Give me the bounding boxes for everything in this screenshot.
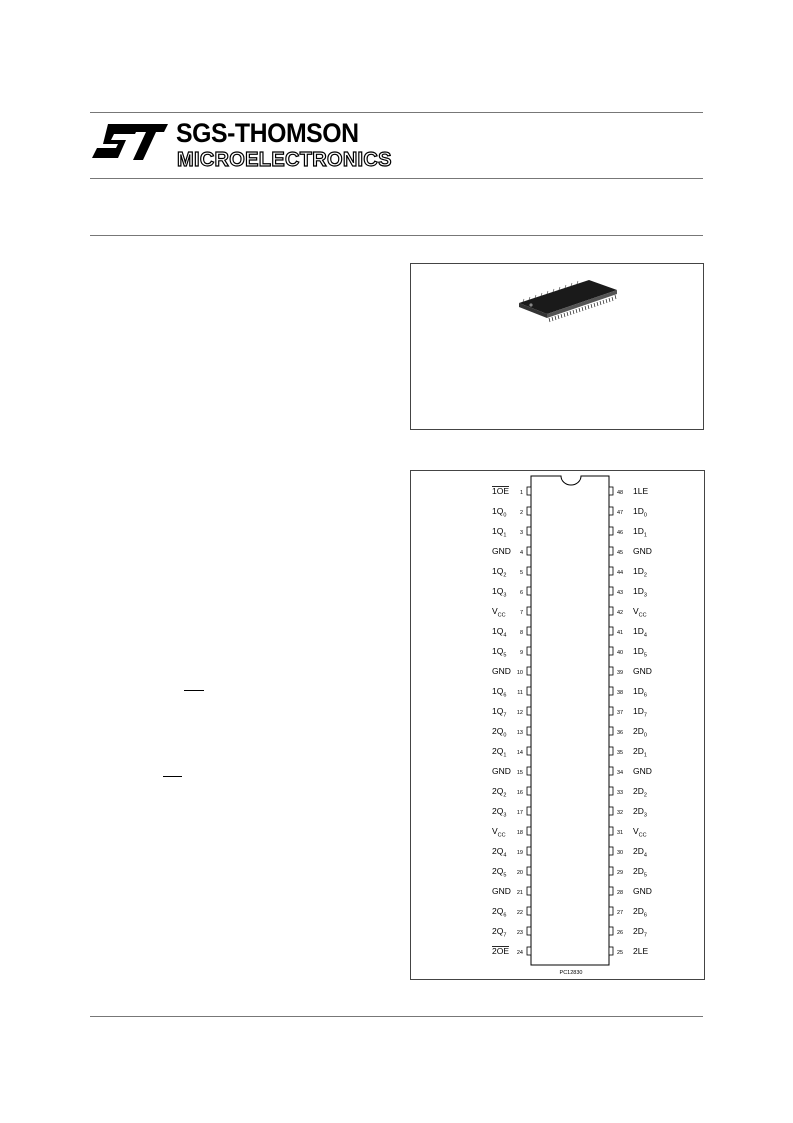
left-pin (492, 726, 531, 739)
left-pin (492, 786, 531, 799)
pin-stub (609, 507, 613, 515)
pin-label: $1D_6$ (633, 686, 647, 699)
pin-stub (527, 907, 531, 915)
pin-label: GND (633, 886, 652, 896)
header-bottom-rule (90, 178, 703, 179)
st-logo-mark (90, 122, 170, 166)
pin-label: GND (492, 766, 511, 776)
pin-label: $1D_2$ (633, 566, 647, 579)
pinout-diagram-box (410, 470, 705, 980)
left-pin (492, 866, 531, 879)
right-pin (609, 546, 652, 556)
pin-label: $1Q_0$ (492, 506, 507, 519)
left-pin (492, 706, 531, 719)
pin-stub (527, 507, 531, 515)
pin-stub (609, 887, 613, 895)
left-pin (492, 506, 531, 519)
pin-stub (527, 927, 531, 935)
pin-number: 24 (516, 950, 523, 956)
pin-number: 19 (516, 850, 523, 856)
pin-number: 5 (519, 570, 523, 576)
pin-stub (527, 607, 531, 615)
pin-label: GND (633, 666, 652, 676)
right-pin (609, 586, 647, 599)
pin-number: 39 (617, 670, 624, 676)
pin-stub (609, 587, 613, 595)
pin-label: $2D_1$ (633, 746, 647, 759)
left-pin (492, 826, 531, 839)
left-pin (492, 566, 531, 579)
pin-label: $V_{CC}$ (633, 606, 647, 619)
figure-code: PC12830 (559, 970, 583, 976)
pin-stub (609, 747, 613, 755)
pin-label: $V_{CC}$ (633, 826, 647, 839)
chip-body (531, 476, 609, 965)
pin-label: $2Q_1$ (492, 746, 507, 759)
right-pin (609, 826, 647, 839)
pin-number: 31 (617, 830, 624, 836)
right-pin (609, 906, 647, 919)
brand-name: SGS-THOMSON (176, 118, 359, 148)
pin-label: GND (633, 546, 652, 556)
left-pin (492, 886, 531, 896)
overline-mark (163, 776, 182, 777)
pin-number: 36 (617, 730, 624, 736)
pin-label: $1Q_2$ (492, 566, 507, 579)
right-pin (609, 946, 648, 956)
pin-number: 22 (516, 910, 523, 916)
package-image (411, 264, 703, 429)
pin-stub (527, 947, 531, 955)
pin-stub (527, 487, 531, 495)
pin-number: 44 (617, 570, 624, 576)
overline-mark (184, 690, 204, 691)
pin-stub (609, 927, 613, 935)
right-pin (609, 686, 647, 699)
pin-label: $1D_5$ (633, 646, 647, 659)
pin-number: 17 (516, 810, 523, 816)
pin-number: 9 (519, 650, 523, 656)
right-pin (609, 566, 647, 579)
pin-stub (609, 567, 613, 575)
pin-label: $2D_0$ (633, 726, 647, 739)
pin-stub (609, 907, 613, 915)
pin-number: 33 (617, 790, 624, 796)
pin-label: $2Q_3$ (492, 806, 507, 819)
pin-stub (527, 787, 531, 795)
pin-label: $1D_1$ (633, 526, 647, 539)
pin-number: 25 (617, 950, 624, 956)
pin-number: 45 (617, 550, 624, 556)
pin-number: 2 (519, 510, 523, 516)
pin-stub (609, 807, 613, 815)
pin-number: 12 (516, 710, 523, 716)
pin-number: 30 (617, 850, 624, 856)
right-pin (609, 846, 647, 859)
pin-number: 41 (617, 630, 624, 636)
pin-label: $V_{CC}$ (492, 826, 506, 839)
pin-label: $2Q_0$ (492, 726, 507, 739)
pin-label: $2D_5$ (633, 866, 647, 879)
pin-number: 28 (617, 890, 624, 896)
pin-stub (609, 767, 613, 775)
pin-label: $1D_0$ (633, 506, 647, 519)
pin-number: 37 (617, 710, 624, 716)
right-pin (609, 606, 647, 619)
pin-label: $1Q_6$ (492, 686, 507, 699)
pin-label: 1OE (492, 486, 510, 496)
brand-subtitle: MICROELECTRONICS (177, 149, 392, 171)
right-pin (609, 706, 647, 719)
pin-stub (609, 707, 613, 715)
pin-label: $2D_7$ (633, 926, 647, 939)
left-pin (492, 626, 531, 639)
pin-number: 13 (516, 730, 523, 736)
footer-rule (90, 1016, 703, 1017)
pin-number: 40 (617, 650, 624, 656)
pin-number: 20 (516, 870, 523, 876)
pin-label: $2D_3$ (633, 806, 647, 819)
pin-number: 6 (519, 590, 523, 596)
pin-number: 48 (617, 490, 624, 496)
pin-stub (609, 947, 613, 955)
right-pin (609, 646, 647, 659)
pin-stub (527, 827, 531, 835)
right-pin (609, 766, 652, 776)
pin-stub (609, 667, 613, 675)
pin-label: $2Q_4$ (492, 846, 507, 859)
pin-label: $2Q_2$ (492, 786, 507, 799)
pin-number: 11 (517, 690, 523, 696)
right-pin (609, 806, 647, 819)
pin-label: $1D_7$ (633, 706, 647, 719)
left-pin (492, 526, 531, 539)
package-image-box (410, 263, 704, 430)
right-pin (609, 486, 648, 496)
pin-stub (527, 847, 531, 855)
left-pin (492, 906, 531, 919)
pin-number: 32 (617, 810, 624, 816)
pin-label: $V_{CC}$ (492, 606, 506, 619)
pin-label: $2Q_6$ (492, 906, 507, 919)
pin-stub (609, 687, 613, 695)
title-rule (90, 235, 703, 236)
pin-label: $1Q_3$ (492, 586, 507, 599)
right-pin (609, 666, 652, 676)
pin-number: 4 (519, 550, 523, 556)
pin-stub (527, 527, 531, 535)
pin-label: $2D_4$ (633, 846, 647, 859)
left-pin (492, 766, 531, 776)
pin-stub (527, 727, 531, 735)
pin-stub (527, 567, 531, 575)
left-pin (492, 606, 531, 619)
pin-label: $1Q_1$ (492, 526, 507, 539)
pin-stub (609, 647, 613, 655)
pin-label: $2D_2$ (633, 786, 647, 799)
pin-number: 1 (519, 490, 523, 496)
pin-number: 35 (617, 750, 624, 756)
pin-number: 27 (617, 910, 624, 916)
pin-stub (609, 727, 613, 735)
pin-number: 46 (617, 530, 624, 536)
pin-stub (527, 587, 531, 595)
left-pin (492, 666, 531, 676)
pin-stub (609, 827, 613, 835)
right-pin (609, 506, 647, 519)
pin-stub (609, 847, 613, 855)
pin-label: $1Q_7$ (492, 706, 507, 719)
pin-number: 42 (617, 610, 624, 616)
pin-stub (527, 707, 531, 715)
right-pin (609, 726, 647, 739)
pin-label: $1D_3$ (633, 586, 647, 599)
left-pin (492, 806, 531, 819)
right-pin (609, 926, 647, 939)
pin-stub (609, 627, 613, 635)
left-pin (492, 846, 531, 859)
top-rule (90, 112, 703, 113)
pin-number: 43 (617, 590, 624, 596)
pin-stub (527, 867, 531, 875)
pin-stub (527, 547, 531, 555)
pin-stub (527, 627, 531, 635)
pin-number: 3 (519, 530, 523, 536)
right-pin (609, 866, 647, 879)
pin-number: 8 (519, 630, 523, 636)
pin-number: 26 (617, 930, 624, 936)
pin-stub (527, 687, 531, 695)
pin-stub (527, 647, 531, 655)
right-pin (609, 526, 647, 539)
pin-number: 18 (516, 830, 523, 836)
pin-stub (527, 807, 531, 815)
left-pin (492, 686, 531, 699)
pin-label: $2Q_5$ (492, 866, 507, 879)
pin-number: 38 (617, 690, 624, 696)
pin-label: GND (492, 546, 511, 556)
left-pin (492, 646, 531, 659)
pin-number: 47 (617, 510, 624, 516)
pin-label: GND (492, 666, 511, 676)
pin-number: 23 (516, 930, 523, 936)
pin-number: 34 (617, 770, 624, 776)
pin-number: 16 (516, 790, 523, 796)
pin-label: GND (492, 886, 511, 896)
pin-label: $1Q_4$ (492, 626, 507, 639)
left-pin (492, 546, 531, 556)
right-pin (609, 886, 652, 896)
pin-stub (527, 767, 531, 775)
pin-stub (609, 867, 613, 875)
pin-stub (609, 607, 613, 615)
pin-number: 15 (516, 770, 523, 776)
left-pin (492, 946, 531, 956)
right-pin (609, 626, 647, 639)
pin-number: 14 (516, 750, 523, 756)
left-pin (492, 486, 531, 496)
pin-label: GND (633, 766, 652, 776)
right-pin (609, 746, 647, 759)
left-pin (492, 586, 531, 599)
pinout-diagram (411, 471, 704, 979)
pin-stub (527, 747, 531, 755)
pin-label: $2Q_7$ (492, 926, 507, 939)
pin-stub (609, 547, 613, 555)
pin-label: 2LE (633, 946, 649, 956)
pin-stub (609, 487, 613, 495)
left-pin (492, 746, 531, 759)
pin-number: 7 (519, 610, 523, 616)
pin-label: $2D_6$ (633, 906, 647, 919)
pin-label: 1LE (633, 486, 649, 496)
right-pin (609, 786, 647, 799)
pin-stub (527, 667, 531, 675)
pin-number: 21 (516, 890, 523, 896)
pin-stub (609, 787, 613, 795)
pin-number: 29 (617, 870, 624, 876)
pin-number: 10 (516, 670, 523, 676)
pin-stub (609, 527, 613, 535)
pin-stub (527, 887, 531, 895)
pin-label: $1D_4$ (633, 626, 647, 639)
pin-label: 2OE (492, 946, 510, 956)
left-pin (492, 926, 531, 939)
pin-label: $1Q_5$ (492, 646, 507, 659)
